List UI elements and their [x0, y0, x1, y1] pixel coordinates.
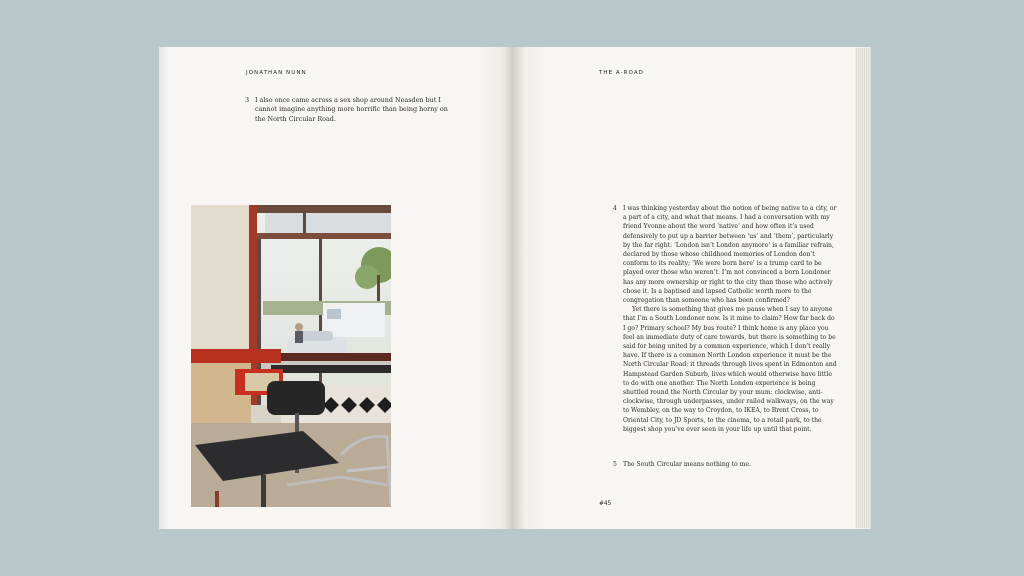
page-edges [855, 48, 871, 528]
cafe-photograph [191, 205, 391, 507]
footnote-number: 3 [245, 96, 250, 104]
left-page [159, 47, 512, 529]
running-head-author: JONATHAN NUNN [246, 70, 307, 76]
footnote-number: 5 [613, 461, 617, 468]
running-head-title: THE A-ROAD [599, 70, 644, 76]
footnote-text: The South Circular means nothing to me. [623, 461, 751, 468]
footnote-5 [613, 461, 751, 468]
footnote-3 [245, 96, 459, 124]
footnote-text: I also once came across a sex shop around Neasden but I cannot imagine anything more horrific than being horny on the North Circular Road. [255, 96, 448, 123]
gutter-shadow [499, 47, 525, 529]
right-page [512, 47, 871, 529]
footnote-4-paragraph-2: Yet there is something that gives me pause when I say to anyone that I’m a South Londoner now. Is it mine to claim? How far back do I go? Primary school? My bus route? I think home is any place you feel an immediate duty of care towards, but there is something to be said for being united by a common experience, which I don’t really have. If there is a common North London experience it must be the North Circular Road: it threads through lives spent in Edmonton and Hampstead Garden Suburb, lives which would otherwise have little to do with one another. The North London experience is being shuttled round the North Circular by your mum: clockwise, anti-clockwise, through underpasses, under railed walkways, on the way to Wembley, on the way to Croydon, to IKEA, to Brent Cross, to Oriental City, to JD Sports, to the cinema, to a retail park, to the biggest shop you’ve ever seen in your life up until that point. [623, 306, 837, 433]
footnote-4 [613, 204, 838, 434]
page-number: #45 [599, 501, 612, 507]
footnote-4-paragraph-1: I was thinking yesterday about the notion of being native to a city, or a part of a city, and what that means. I had a conversation with my friend Yvonne about the word ‘native’ and how often it’s used defensively to put up a barrier between ‘us’ and ‘them’, particularly by the far right. ‘London isn’t London anymore’ is a familiar refrain, declared by those whose childhood memories of London don’t conform to its reality; ‘We were born here’ is a trump card to be played over those who weren’t. I’m not convinced a born Londoner has any more ownership or right to the city than those who actively chose it. Is a baptised and lapsed Catholic worth more to the congregation than someone who has been confirmed? [623, 205, 837, 305]
book-spread [159, 47, 871, 529]
footnote-number: 4 [613, 205, 617, 212]
cafe-interior-image [191, 205, 391, 507]
